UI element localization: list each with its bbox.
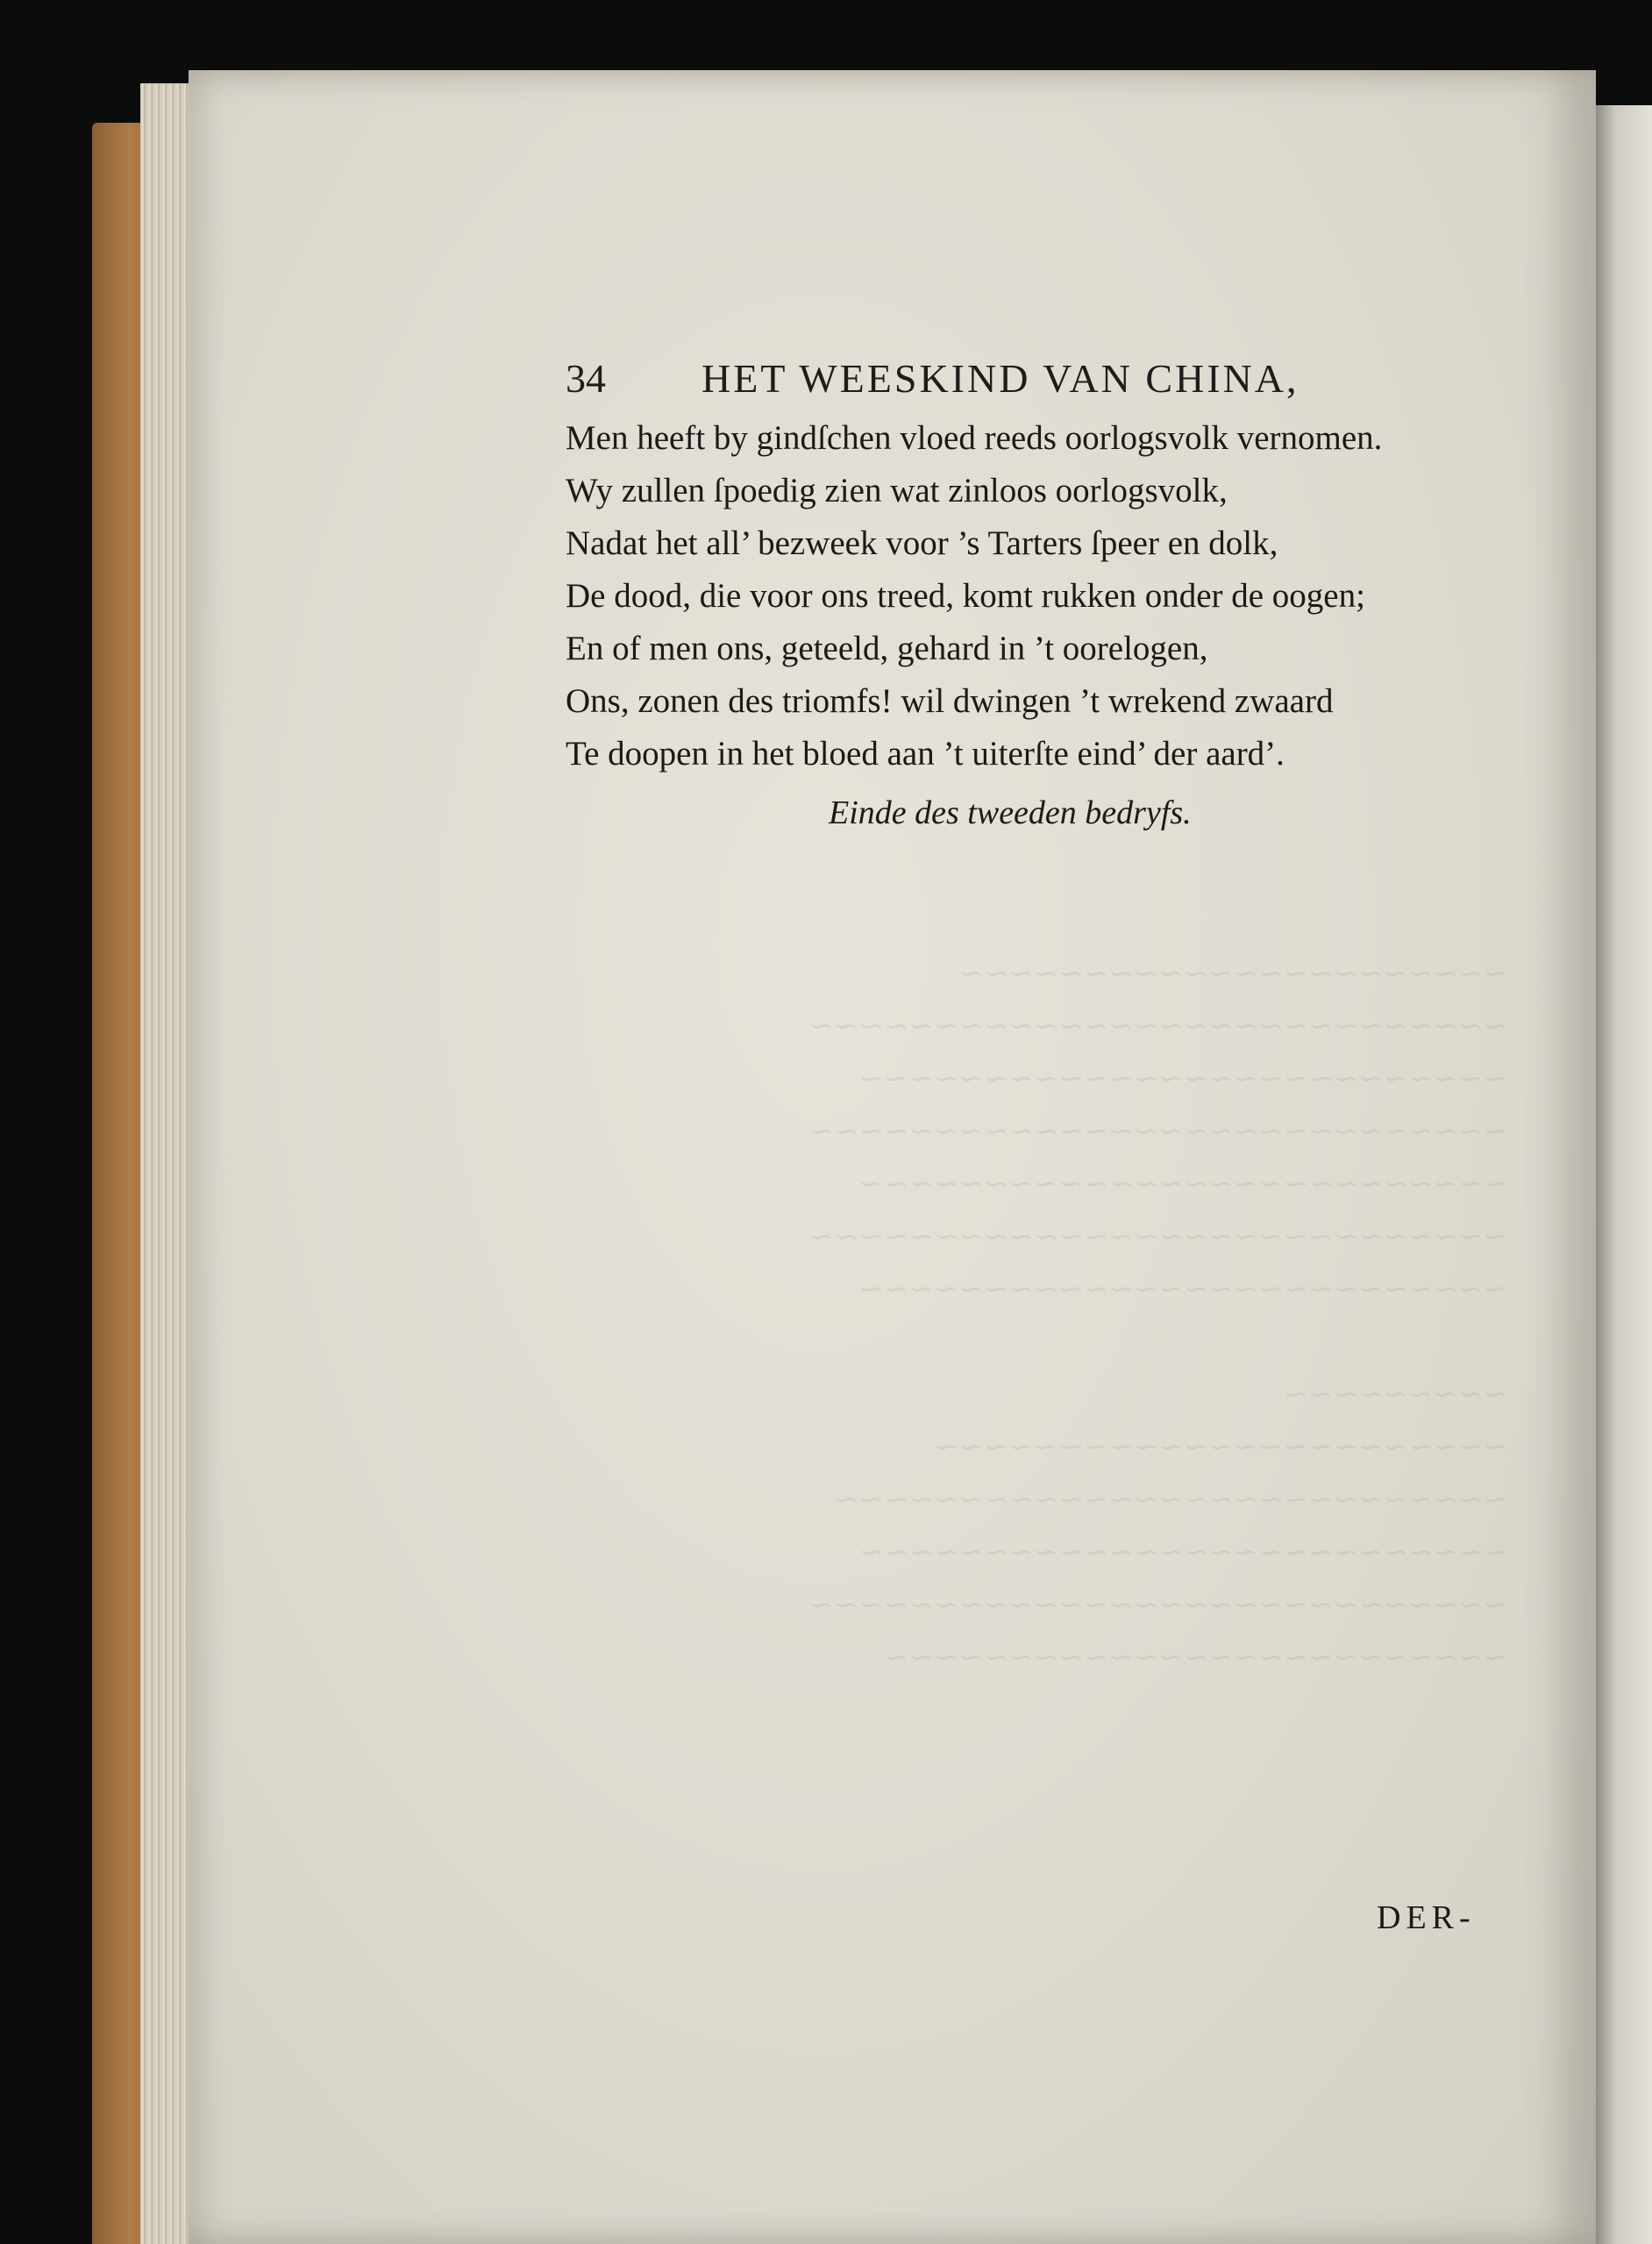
page-number: 34 [566,356,606,401]
facing-page-edge [1596,105,1652,2244]
verse-line: Te doopen in het bloed aan ’t uiterſte eind’ der aard’. [566,735,1285,773]
verse-line: Men heeft by gindſchen vloed reeds oorlogsvolk vernomen. [566,419,1383,457]
act-end-note: Einde des tweeden bedryfs. [829,794,1192,831]
running-header [566,355,1478,408]
running-title: HET WEESKIND VAN CHINA, [701,356,1300,401]
verse-line: De dood, die voor ons treed, komt rukken onder de oogen; [566,577,1365,615]
verse-line: Ons, zonen des triomfs! wil dwingen ’t wrekend zwaard [566,682,1334,720]
verse-line: En of men ons, geteeld, gehard in ’t oorelogen, [566,630,1208,667]
catchword: DER- [1377,1899,1476,1936]
verse-line: Nadat het all’ bezweek voor ’s Tarters ſpeer en dolk, [566,524,1278,562]
verse-line: Wy zullen ſpoedig zien wat zinloos oorlogsvolk, [566,472,1228,509]
verse-block [566,412,1513,780]
